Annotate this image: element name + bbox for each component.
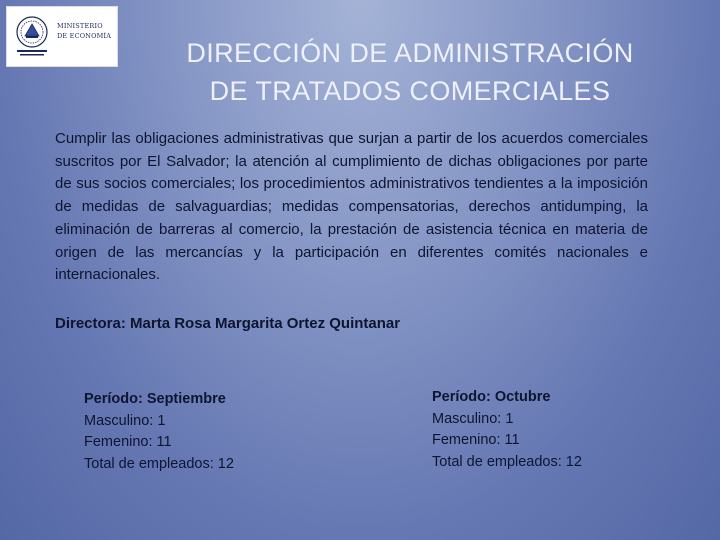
ministry-name: [57, 21, 117, 41]
ministry-logo: [6, 6, 118, 67]
period-block-october: [432, 387, 582, 473]
ministry-name-line1: MINISTERIO: [57, 22, 103, 30]
ministry-name-line2: DE ECONOMÍA: [57, 32, 112, 40]
male-count: Masculino: 1: [84, 412, 166, 429]
male-count: Masculino: 1: [432, 410, 514, 427]
period-label: Período: Septiembre: [84, 391, 226, 407]
total-employees: Total de empleados: 12: [84, 455, 234, 472]
total-employees: Total de empleados: 12: [432, 453, 582, 470]
female-count: Femenino: 11: [432, 432, 520, 448]
page-title-line2: DE TRATADOS COMERCIALES: [209, 76, 611, 106]
page-title-line1: DIRECCIÓN DE ADMINISTRACIÓN: [186, 38, 634, 68]
description-paragraph: Cumplir las obligaciones administrativas que surjan a partir de los acuerdos comerciales suscritos por El Salvador; la atención al cumplimiento de dichas obligaciones por parte de sus socios comerciales; los procedimientos administrativos tendientes a la imposición de medidas de salvaguardias; medidas compensatorias, derechos antidumping, la eliminación de barreras al comercio, la prestación de asistencia técnica en materia de origen de las mercancías y la participación en diferentes comités nacionales e internacionales.: [55, 130, 648, 284]
director-name: Directora: Marta Rosa Margarita Ortez Quintanar: [55, 315, 401, 332]
period-label: Período: Octubre: [432, 389, 551, 405]
page-title: [120, 34, 700, 110]
coat-of-arms-icon: [13, 15, 51, 59]
period-block-september: [84, 389, 234, 475]
female-count: Femenino: 11: [84, 434, 172, 450]
